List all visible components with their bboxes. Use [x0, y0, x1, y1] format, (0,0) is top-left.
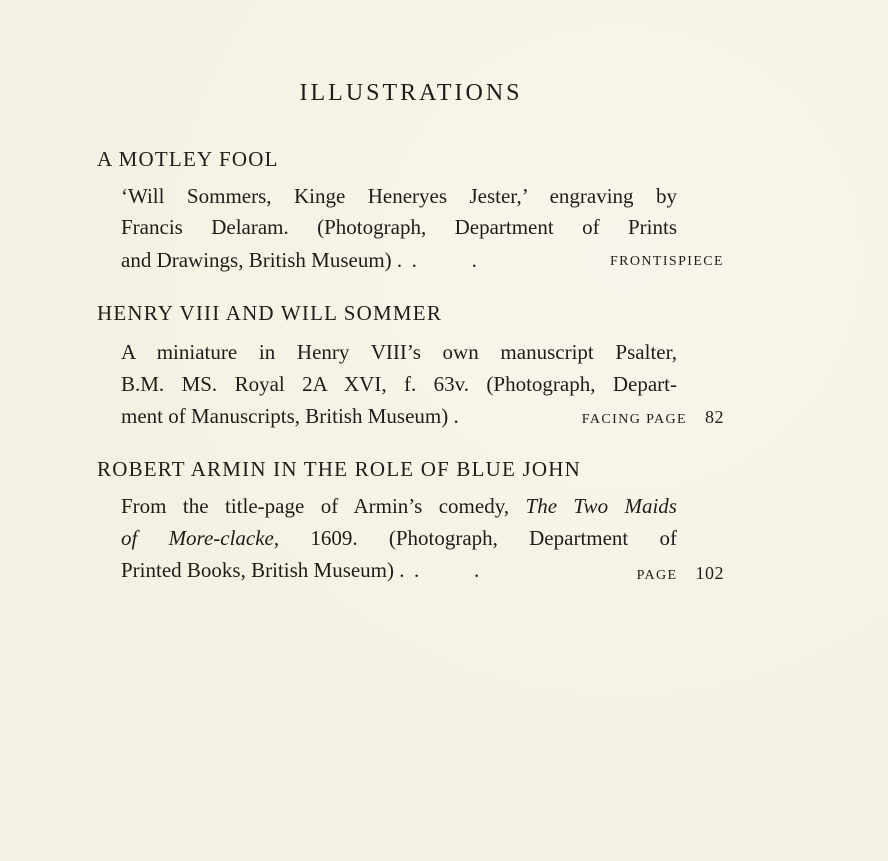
entry-3-line-2 [121, 526, 677, 551]
entry-2-line-1: A miniature in Henry VIII’s own manuscript Psalter, [121, 340, 677, 364]
entry-1-line-1: ‘Will Sommers, Kinge Heneryes Jester,’ engraving by [121, 184, 677, 208]
entry-title-henry-viii: HENRY VIII AND WILL SOMMER [97, 301, 443, 325]
leader-dots: . . . [391, 248, 477, 272]
play-title-part-2: of More-clacke [121, 526, 274, 550]
entry-1-page-ref: FRONTISPIECE [609, 254, 724, 269]
page-heading: ILLUSTRATIONS [299, 80, 523, 106]
entry-1-line-3-text: and Drawings, British Museum) [121, 248, 392, 272]
entry-3-line-3 [121, 558, 721, 583]
entry-title-robert-armin: ROBERT ARMIN IN THE ROLE OF BLUE JOHN [97, 457, 581, 481]
entry-title-motley-fool: A MOTLEY FOOL [97, 147, 279, 171]
entry-2-line-3-text: ment of Manuscripts, British Museum) [121, 404, 449, 428]
play-title-part-1: The Two Maids [525, 494, 677, 518]
leader-dots: . . . [394, 558, 480, 582]
leader-dots: . [448, 404, 459, 428]
entry-2-line-2: B.M. MS. Royal 2A XVI, f. 63v. (Photograph, Depart- [121, 372, 677, 396]
entry-3-line-2-text: , 1609. (Photograph, Department of [273, 526, 677, 550]
entry-3-page-ref [637, 563, 724, 584]
entry-3-line-3-text: Printed Books, British Museum) [121, 558, 395, 582]
entry-3-ref-number: 102 [695, 563, 724, 583]
entry-3-line-1 [121, 494, 677, 519]
entry-1-line-2: Francis Delaram. (Photograph, Department of Prints [121, 215, 677, 239]
entry-3-line-1-text: From the title-page of Armin’s comedy, [121, 494, 526, 518]
entry-2-ref-label: FACING PAGE [581, 412, 687, 427]
entry-3-ref-label: PAGE [636, 568, 678, 583]
entry-2-ref-number: 82 [705, 407, 724, 427]
entry-2-page-ref [582, 407, 724, 428]
